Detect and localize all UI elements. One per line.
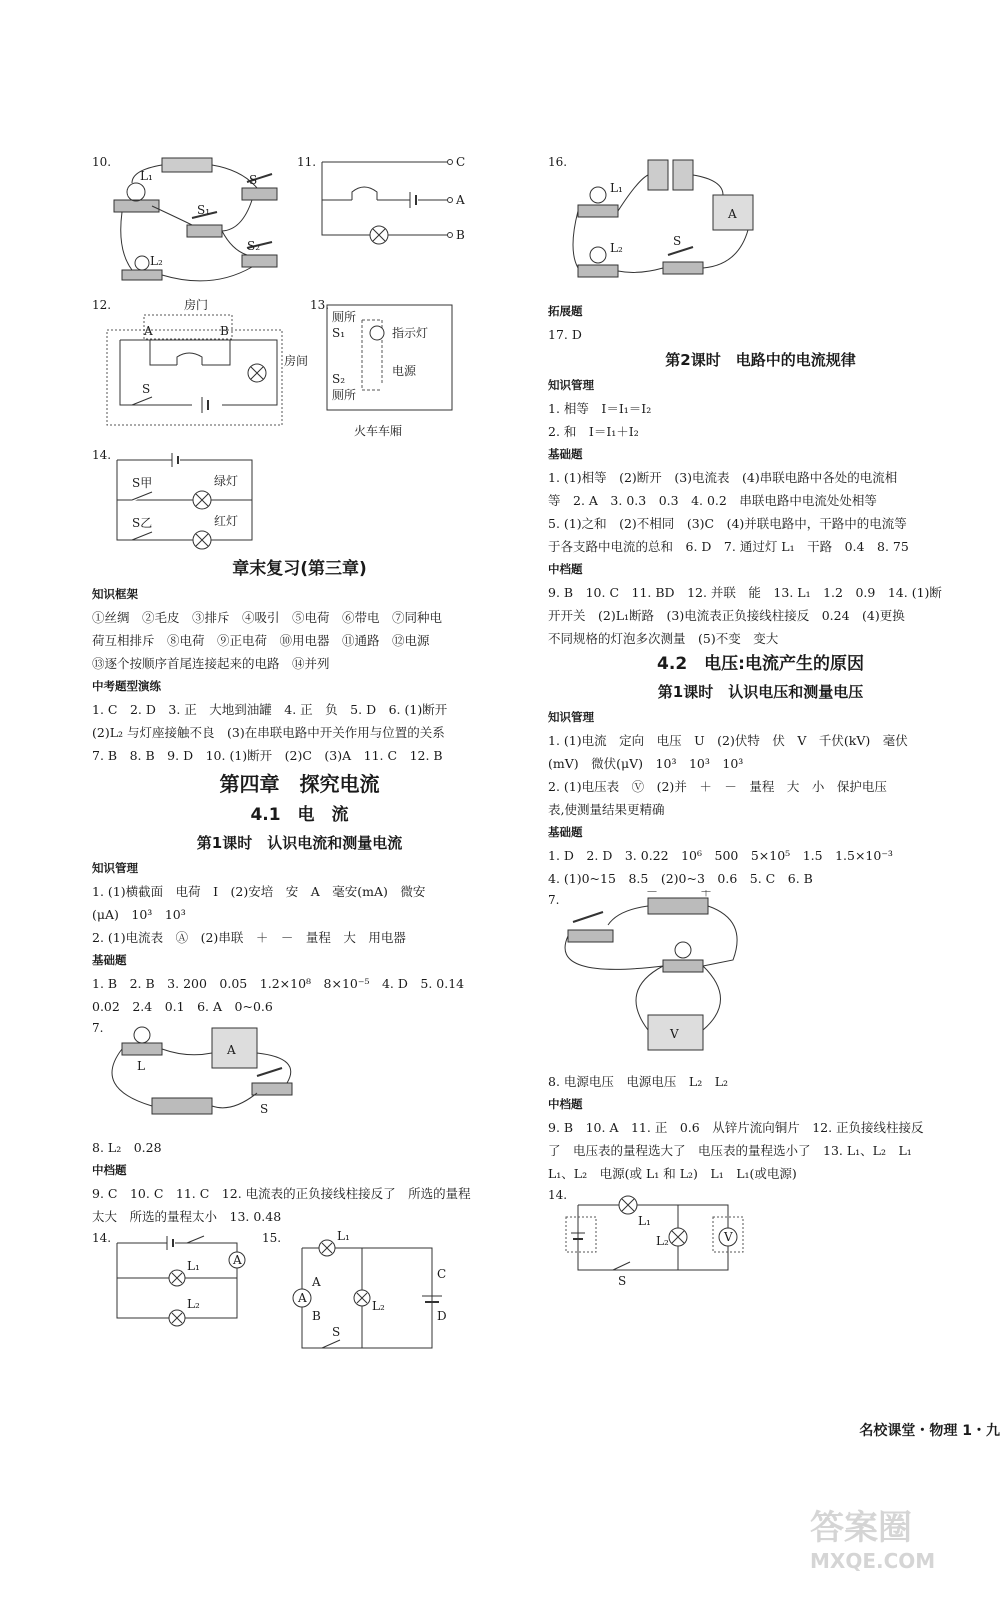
svg-text:S₁: S₁ xyxy=(332,326,346,340)
svg-text:厕所: 厕所 xyxy=(332,310,357,324)
figure-14-right xyxy=(548,1185,973,1285)
svg-text:V: V xyxy=(724,1230,733,1244)
svg-text:S₁: S₁ xyxy=(197,203,211,217)
left-column: 10. S S₁ S₂ L₁ L₂ 11. C A B 12. 房门 A B S 房间 13. 厕所 S₁ 指示灯 电源 S₂ 厕所 火车车厢 14. S甲 绿灯 S乙 红灯 章末复习(第三章) 知识框架 ①丝绸 ②毛皮 ③排斥 ④吸引 ⑤电荷 ⑥带电 ⑦同种电 荷互相排斥 ⑧电荷 ⑨正电荷 ⑩用电器 ⑪通路 ⑫电源 ⑬逐个按顺序首尾连接起来的电路 ⑭并列 中考题型演练 1. C 2. D 3. 正 大地到油罐 4. 正 负 5. D 6. (1)断开 (2)L₂ 与灯座接触不良 (3)在串联电路中开关作用与位置的关系 7. B 8. B 9. D 10. (1)断开 (2)C (3)A 11. C 12. B 第四章 探究电流 4.1 电 流 第1课时 认识电流和测量电流 知识管理 1. (1)横截面 电荷 I (2)安培 安 A 毫安(mA) 微安 (μA) 10³ 10³ 2. (1)电流表 Ⓐ (2)串联 ＋ － 量程 大 用电器 基础题 1. B 2. B 3. 200 0.05 1.2×10⁸ 8×10⁻⁵ 4. D 5. 0.14 0.02 2.4 0.1 6. A 0~0.6 7. A L S 8. L₂ 0.28 中档题 9. C 10. C 11. C 12. 电流表的正负接线柱接反了 所选的量程 太大 所选的量程太小 13. 0.48 14. A L₁ L₂ 15. A L₁ L₂ A B C D S xyxy=(92,150,507,1363)
svg-text:L₁: L₁ xyxy=(337,1229,350,1243)
svg-text:A: A xyxy=(144,324,153,338)
circuit-figure-7-right xyxy=(548,890,973,1070)
fig12-label: 12. xyxy=(92,298,112,312)
fig10-label: 10. xyxy=(92,155,112,169)
svg-text:厕所: 厕所 xyxy=(332,388,357,402)
fig11-term-b: B xyxy=(456,228,465,242)
svg-text:L₂: L₂ xyxy=(610,241,623,255)
svg-text:S乙: S乙 xyxy=(132,516,153,530)
circuit-figure-16 xyxy=(548,150,973,300)
svg-text:L₁: L₁ xyxy=(638,1214,651,1228)
review-title: 章末复习(第三章) xyxy=(232,559,367,579)
fig11-label: 11. xyxy=(297,155,317,169)
svg-text:S: S xyxy=(618,1274,627,1285)
svg-text:B: B xyxy=(220,324,229,338)
lesson2-title: 第2课时 电路中的电流规律 xyxy=(665,351,856,369)
svg-text:L₂: L₂ xyxy=(656,1234,669,1248)
svg-text:指示灯: 指示灯 xyxy=(392,326,429,340)
figures-14-15-left xyxy=(92,1228,507,1363)
fig11-term-a: A xyxy=(456,193,465,207)
svg-text:C: C xyxy=(437,1267,447,1281)
svg-text:S₂: S₂ xyxy=(247,239,261,253)
circuit-figure-10-11 xyxy=(92,150,507,295)
svg-text:15.: 15. xyxy=(262,1231,282,1245)
circuit-figure-12-13 xyxy=(92,295,507,445)
fig11-term-c: C xyxy=(456,155,466,169)
svg-text:L₁: L₁ xyxy=(140,169,153,183)
figure-16 xyxy=(548,150,973,300)
svg-text:L₂: L₂ xyxy=(150,254,163,268)
svg-text:7.: 7. xyxy=(548,893,560,907)
svg-text:L₂: L₂ xyxy=(187,1297,200,1311)
svg-text:7.: 7. xyxy=(92,1021,104,1035)
figures-12-13 xyxy=(92,295,507,445)
svg-text:L₁: L₁ xyxy=(187,1259,200,1273)
kf-head: 知识框架 xyxy=(92,587,138,601)
figure-7-right xyxy=(548,890,973,1070)
lesson3-title: 第1课时 认识电压和测量电压 xyxy=(657,683,864,701)
section2-title: 4.2 电压:电流产生的原因 xyxy=(657,654,864,674)
circuit-figure-7-left xyxy=(92,1018,507,1136)
fig12-door: 房门 xyxy=(184,298,209,312)
svg-text:S: S xyxy=(142,382,151,396)
svg-text:电源: 电源 xyxy=(392,364,417,378)
left-ans8: 8. L₂ 0.28 xyxy=(92,1140,162,1155)
svg-text:B: B xyxy=(312,1309,321,1323)
svg-text:A: A xyxy=(227,1043,236,1057)
figure-14 xyxy=(92,445,507,555)
svg-text:L₁: L₁ xyxy=(610,181,623,195)
svg-text:－: － xyxy=(646,890,659,899)
svg-text:14.: 14. xyxy=(548,1188,568,1202)
circuit-figure-14-right xyxy=(548,1185,973,1285)
fig13-label: 13. xyxy=(310,298,330,312)
figures-10-11 xyxy=(92,150,507,295)
lesson-title: 第1课时 认识电流和测量电流 xyxy=(196,834,403,852)
svg-text:S: S xyxy=(332,1325,341,1339)
fig13-caption: 火车车厢 xyxy=(354,424,403,438)
fig14-label: 14. xyxy=(92,448,112,462)
svg-text:D: D xyxy=(437,1309,447,1323)
svg-text:14.: 14. xyxy=(92,1231,112,1245)
circuit-figure-14 xyxy=(92,445,507,555)
svg-text:V: V xyxy=(670,1027,679,1041)
svg-text:A: A xyxy=(728,207,737,221)
svg-text:S甲: S甲 xyxy=(132,476,153,490)
svg-text:红灯: 红灯 xyxy=(214,514,239,528)
circuit-figure-14-15 xyxy=(92,1228,507,1363)
figure-7-left xyxy=(92,1018,507,1136)
svg-text:L: L xyxy=(137,1059,145,1073)
svg-text:S: S xyxy=(673,234,682,248)
svg-text:L₂: L₂ xyxy=(372,1299,385,1313)
page-footer: 名校课堂・物理 1・九 xyxy=(859,1423,1000,1439)
svg-text:A: A xyxy=(298,1291,307,1305)
svg-text:S₂: S₂ xyxy=(332,372,346,386)
svg-text:S: S xyxy=(249,173,258,187)
svg-text:A: A xyxy=(312,1275,321,1289)
svg-text:16.: 16. xyxy=(548,155,568,169)
chapter-title: 第四章 探究电流 xyxy=(219,772,380,796)
svg-text:＋: ＋ xyxy=(700,890,713,899)
watermark-logo: 答案圈 MXQE.COM xyxy=(810,1508,936,1573)
zk-head: 中考题型演练 xyxy=(92,679,161,693)
svg-text:S: S xyxy=(260,1102,269,1116)
right-column: 16. A L₁ L₂ S 拓展题 17. D 第2课时 电路中的电流规律 知识管理 1. 相等 I＝I₁＝I₂ 2. 和 I＝I₁＋I₂ 基础题 1. (1)相等 (2)断开 (3)电流表 (4)串联电路中各处的电流相 等 2. A 3. 0.3 0.3 4. 0.2 串联电路中电流处处相等 5. (1)之和 (2)不相同 (3)C (4)并联电路中，干路中的电流等 于各支路中电流的总和 6. D 7. 通过灯 L₁ 干路 0.4 8. 75 中档题 9. B 10. C 11. BD 12. 并联 能 13. L₁ 1.2 0.9 14. (1)断 开开关 (2)L₁断路 (3)电流表正负接线柱接反 0.24 (4)更换 不同规格的灯泡多次测量 (5)不变 变大 4.2 电压:电流产生的原因 第1课时 认识电压和测量电压 知识管理 1. (1)电流 定向 电压 U (2)伏特 伏 V 千伏(kV) 毫伏 (mV) 微伏(μV) 10³ 10³ 10³ 2. (1)电压表 Ⓥ (2)并 ＋ － 量程 大 小 保护电压 表,使测量结果更精确 基础题 1. D 2. D 3. 0.22 10⁶ 500 5×10⁵ 1.5 1.5×10⁻³ 4. (1)0~15 8.5 (2)0~3 0.6 5. C 6. B 7. － ＋ V 8. 电源电压 电源电压 L₂ L₂ 中档题 9. B 10. A 11. 正 0.6 从锌片流向铜片 12. 正负接线柱接反 了 电压表的量程选大了 电压表的量程选小了 13. L₁、L₂ L₁ L₁、L₂ 电源(或 L₁ 和 L₂) L₁ L₁(或电源) 14. V L₁ L₂ S xyxy=(548,150,973,1285)
svg-text:绿灯: 绿灯 xyxy=(214,474,239,488)
fig12-room: 房间 xyxy=(284,354,309,368)
section-title: 4.1 电 流 xyxy=(250,805,349,825)
svg-text:A: A xyxy=(233,1253,242,1267)
